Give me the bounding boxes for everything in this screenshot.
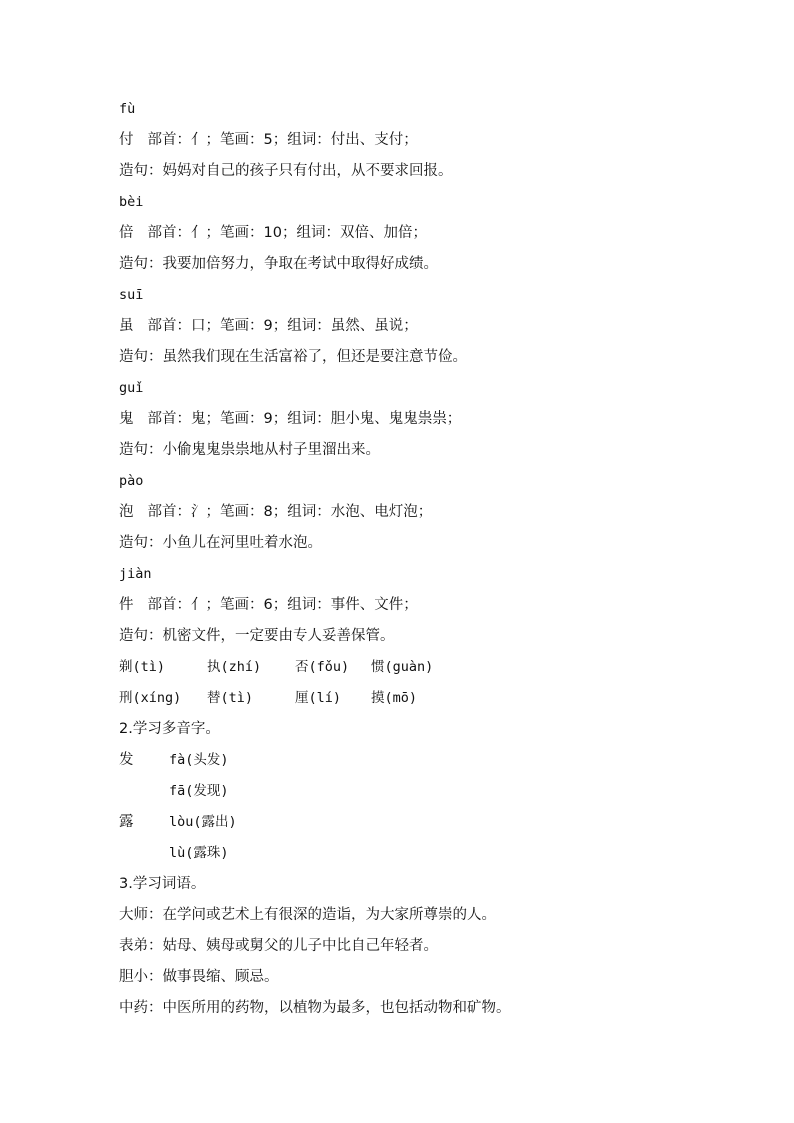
reading-cell: 执(zhí) xyxy=(207,659,262,675)
pinyin-line: guǐ xyxy=(119,380,144,396)
pinyin-line: fù xyxy=(119,101,136,117)
section-heading: 2.学习多音字。 xyxy=(119,721,220,737)
example-sentence: 造句：小鱼儿在河里吐着水泡。 xyxy=(119,535,322,551)
polyphone-reading: fā(发现) xyxy=(169,783,229,799)
character: 虽 xyxy=(119,318,134,334)
character-info-line xyxy=(119,404,719,435)
vocabulary-entry: 胆小：做事畏缩、顾忌。 xyxy=(119,969,279,985)
reading-cell: 厘(lí) xyxy=(295,690,342,706)
character-info: 部首：亻；笔画：10；组词：双倍、加倍； xyxy=(147,225,427,241)
reading-row xyxy=(119,652,719,683)
reading-row xyxy=(119,683,719,714)
example-sentence: 造句：机密文件，一定要由专人妥善保管。 xyxy=(119,628,395,644)
polyphone-row xyxy=(119,745,719,776)
document-content xyxy=(119,94,719,1024)
character: 泡 xyxy=(119,504,134,520)
vocabulary-entry: 中药：中医所用的药物，以植物为最多，也包括动物和矿物。 xyxy=(119,1000,511,1016)
reading-cell: 否(fǒu) xyxy=(295,659,350,675)
character-info: 部首：口；笔画：9；组词：虽然、虽说； xyxy=(147,318,418,334)
polyphone-row xyxy=(119,838,719,869)
vocabulary-entry: 大师：在学问或艺术上有很深的造诣，为大家所尊崇的人。 xyxy=(119,907,496,923)
example-sentence: 造句：妈妈对自己的孩子只有付出，从不要求回报。 xyxy=(119,163,453,179)
polyphone-reading: lù(露珠) xyxy=(169,845,229,861)
character-info-line xyxy=(119,311,719,342)
character: 件 xyxy=(119,597,134,613)
pinyin-line: jiàn xyxy=(119,566,152,582)
pinyin-line: bèi xyxy=(119,194,144,210)
example-sentence: 造句：小偷鬼鬼祟祟地从村子里溜出来。 xyxy=(119,442,380,458)
polyphone-char: 露 xyxy=(119,814,134,830)
vocabulary-entry: 表弟：姑母、姨母或舅父的儿子中比自己年轻者。 xyxy=(119,938,438,954)
character-info-line xyxy=(119,125,719,156)
example-sentence: 造句：我要加倍努力，争取在考试中取得好成绩。 xyxy=(119,256,438,272)
reading-cell: 替(tì) xyxy=(207,690,254,706)
character: 倍 xyxy=(119,225,134,241)
section-heading: 3.学习词语。 xyxy=(119,876,206,892)
polyphone-char: 发 xyxy=(119,752,134,768)
character-info: 部首：氵；笔画：8；组词：水泡、电灯泡； xyxy=(147,504,433,520)
character-info: 部首：鬼；笔画：9；组词：胆小鬼、鬼鬼祟祟； xyxy=(147,411,462,427)
reading-cell: 摸(mō) xyxy=(371,690,418,706)
character: 鬼 xyxy=(119,411,134,427)
character: 付 xyxy=(119,132,134,148)
example-sentence: 造句：虽然我们现在生活富裕了，但还是要注意节俭。 xyxy=(119,349,467,365)
pinyin-line: suī xyxy=(119,287,144,303)
character-info-line xyxy=(119,497,719,528)
polyphone-reading: lòu(露出) xyxy=(169,814,237,830)
reading-cell: 剃(tì) xyxy=(119,659,166,675)
reading-cell: 刑(xíng) xyxy=(119,690,182,706)
character-info-line xyxy=(119,218,719,249)
polyphone-reading: fà(头发) xyxy=(169,752,229,768)
reading-cell: 惯(guàn) xyxy=(371,659,434,675)
pinyin-line: pào xyxy=(119,473,144,489)
polyphone-row xyxy=(119,776,719,807)
polyphone-row xyxy=(119,807,719,838)
character-info: 部首：亻；笔画：6；组词：事件、文件； xyxy=(147,597,418,613)
character-info-line xyxy=(119,590,719,621)
character-info: 部首：亻；笔画：5；组词：付出、支付； xyxy=(147,132,418,148)
